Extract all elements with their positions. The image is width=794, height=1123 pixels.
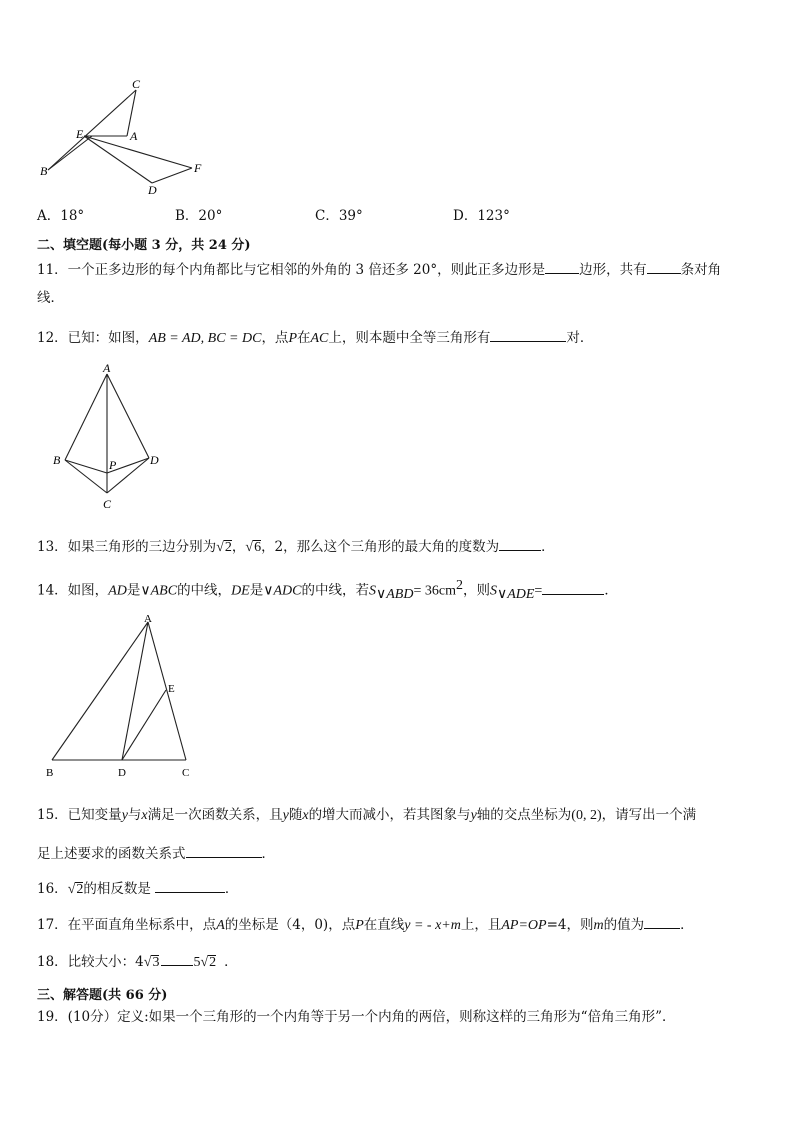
option-b: B．20° [175,208,223,224]
answer-blank[interactable] [155,878,225,893]
question-12: 12．已知：如图，AB = AD, BC = DC，点P在AC上，则本题中全等三角形有 对． [37,327,593,348]
section-heading-solutions: 三、解答题(共 66 分) [37,988,168,1003]
question-11-line2: 线． [37,290,64,306]
label-p: P [109,458,117,472]
question-18: 18．比较大小：4√3 5√2 ． [37,951,238,972]
figure-q12 [45,362,165,514]
answer-blank[interactable] [545,259,579,274]
figure-q10 [34,78,214,200]
label-d: D [118,767,126,779]
question-13: 13．如果三角形的三边分别为√2，√6，2，那么这个三角形的最大角的度数为 ． [37,536,555,557]
label-a: A [103,362,111,375]
label-c: C [103,497,112,511]
option-c: C．39° [315,208,363,224]
answer-blank[interactable] [490,327,566,342]
label-a: A [130,129,138,143]
segment-bc [65,460,107,493]
option-a: A．18° [37,208,85,224]
answer-blank[interactable] [647,259,681,274]
label-b: B [40,164,48,178]
label-e: E [168,683,175,695]
question-16: 16．√2的相反数是 ． [37,878,238,899]
question-11: 11．一个正多边形的每个内角都比与它相邻的外角的 3 倍还多 20°，则此正多边形是 边形，共有 条对角 [37,259,721,279]
figure-q14 [40,612,200,782]
question-15-line2: 足上述要求的函数关系式 ． [37,843,275,863]
answer-blank[interactable] [186,843,262,858]
label-e: E [76,127,84,141]
question-14: 14．如图，AD是∨ABC的中线，DE是∨ADC的中线，若$S_{\vee ABD}= 36cm^2$，则$S_{\vee ADE}=$ ． [37,578,618,603]
label-d: D [148,183,157,197]
question-19: 19．(10分）定义:如果一个三角形的一个内角等于另一个内角的两倍，则称这样的三角形为“倍角三角形”． [37,1009,676,1025]
segment-ef [84,136,192,168]
segment-bc [48,90,136,170]
segment-ad [107,374,149,458]
answer-blank[interactable] [499,536,541,551]
question-15: 15．已知变量y与x满足一次函数关系，且y随x的增大而减小，若其图象与y轴的交点坐标为(0, 2)，请写出一个满 [37,807,697,823]
section-heading-fill-in: 二、填空题(每小题 3 分，共 24 分) [37,238,251,253]
answer-blank[interactable] [161,951,193,966]
label-b: B [53,453,61,467]
segment-be [48,136,92,170]
answer-blank[interactable] [644,914,680,929]
answer-blank[interactable] [542,580,604,595]
label-f: F [194,161,202,175]
segment-ab [52,622,148,760]
question-17: 17．在平面直角坐标系中，点A的坐标是（4，0)，点P在直线y = - x+m上，且AP=OP=4，则m的值为 ． [37,914,694,935]
segment-ac [148,622,186,760]
segment-ab [65,374,107,460]
segment-ed [84,136,152,183]
label-c: C [132,78,141,91]
segment-bp [65,460,107,473]
label-d: D [150,453,159,467]
label-c: C [182,767,190,779]
option-d: D．123° [453,208,510,224]
label-b: B [46,767,54,779]
segment-df [152,168,192,183]
label-a: A [144,613,152,625]
